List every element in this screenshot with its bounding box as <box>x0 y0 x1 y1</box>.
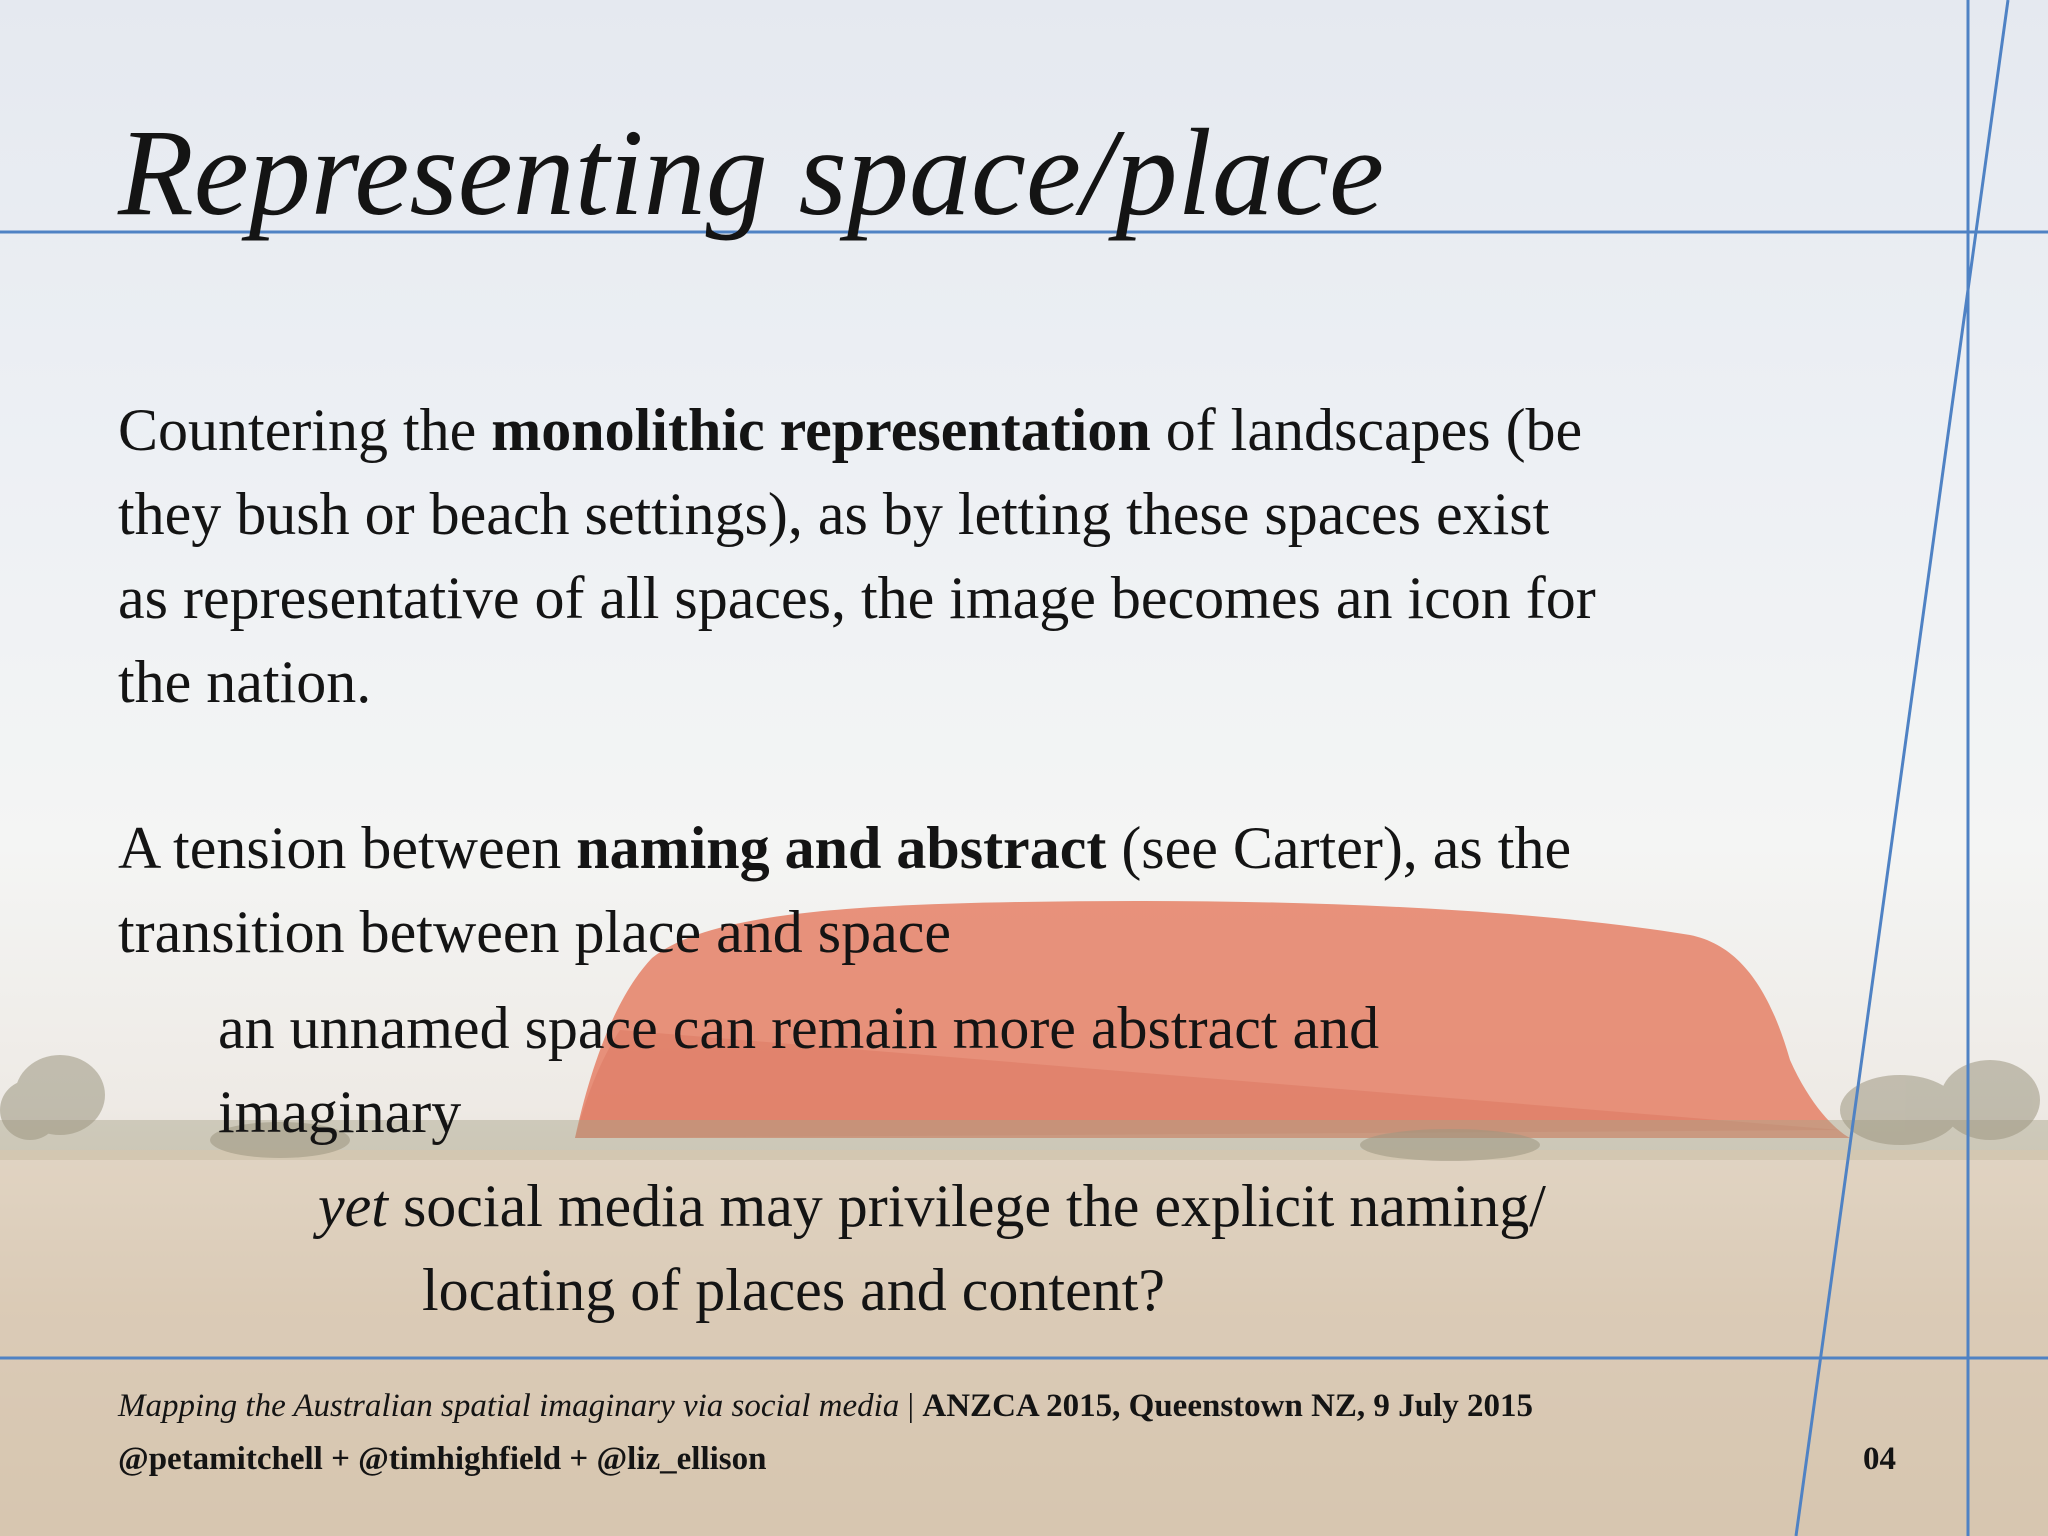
p2-line2: transition between place and space <box>118 899 951 965</box>
sub2-line2: locating of places and content? <box>422 1257 1166 1323</box>
p1-line1-end: of landscapes (be <box>1150 397 1583 463</box>
p1-line4: the nation. <box>118 649 372 715</box>
p2-line1-start: A tension between <box>118 815 577 881</box>
footer-citation <box>118 1388 1533 1425</box>
sub2-line1-rest: social media may privilege the explicit naming/ <box>387 1173 1546 1239</box>
p2-line1-end: (see Carter), as the <box>1106 815 1572 881</box>
sub2-italic-word: yet <box>318 1173 388 1239</box>
p1-line3: as representative of all spaces, the image becomes an icon for <box>118 565 1596 631</box>
subpoint-unnamed-space <box>218 986 1379 1154</box>
footer-authors: @petamitchell + @timhighfield + @liz_ellison <box>118 1441 767 1477</box>
p1-bold-phrase: monolithic representation <box>491 397 1151 463</box>
p1-line2: they bush or beach settings), as by letting these spaces exist <box>118 481 1550 547</box>
paragraph-landscapes <box>118 388 1596 724</box>
footer-talk-title: Mapping the Australian spatial imaginary via social media <box>118 1388 900 1424</box>
p1-line1-start: Countering the <box>118 397 492 463</box>
paragraph-tension <box>118 806 1571 974</box>
sub1-line2: imaginary <box>218 1079 462 1145</box>
subpoint-social-media <box>318 1164 1546 1332</box>
slide-title: Representing space/place <box>118 104 1384 241</box>
footer-separator: | <box>899 1388 923 1424</box>
page-number: 04 <box>1863 1441 1896 1477</box>
sub1-line1: an unnamed space can remain more abstract and <box>218 995 1380 1061</box>
p2-bold-phrase: naming and abstract <box>576 815 1107 881</box>
footer-event: ANZCA 2015, Queenstown NZ, 9 July 2015 <box>922 1388 1533 1424</box>
